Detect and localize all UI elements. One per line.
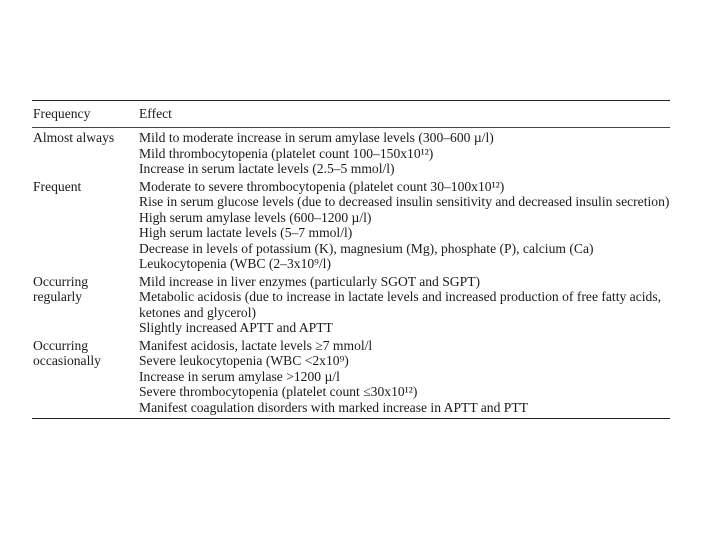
- effect-item: Increase in serum lactate levels (2.5–5 mmol/l): [139, 161, 395, 176]
- effects-list: [139, 179, 670, 272]
- effect-item: Decrease in levels of potassium (K), magnesium (Mg), phosphate (P), calcium (Ca): [139, 240, 594, 256]
- effect-item: Severe leukocytopenia (WBC <2x10⁹): [139, 353, 349, 368]
- effect-item: Mild to moderate increase in serum amylase levels (300–600 µ/l): [139, 130, 494, 145]
- effects-list: [139, 274, 670, 336]
- effect-item: Severe thrombocytopenia (platelet count ≤30x10¹²): [139, 384, 418, 399]
- frequency-label: Almost always: [33, 130, 115, 145]
- header-effect: Effect: [139, 106, 172, 122]
- effect-item: Increase in serum amylase >1200 µ/l: [139, 368, 340, 384]
- effect-item: Leukocytopenia (WBC (2–3x10⁹/l): [139, 256, 331, 271]
- table-group-occurring-occasionally: [32, 336, 670, 416]
- effect-item: Metabolic acidosis (due to increase in lactate levels and increased production of free fatty acids, ketones and glycerol): [139, 289, 662, 320]
- effect-item: Moderate to severe thrombocytopenia (platelet count 30–100x10¹²): [139, 178, 505, 194]
- table-group-almost-always: [32, 128, 670, 177]
- frequency-label: Frequent: [33, 178, 82, 194]
- frequency-label: Occurring occasionally: [33, 337, 101, 368]
- table-group-occurring-regularly: [32, 272, 670, 336]
- effects-list: [139, 338, 670, 416]
- effect-item: Mild thrombocytopenia (platelet count 100–150x10¹²): [139, 145, 434, 161]
- effect-item: Rise in serum glucose levels (due to decreased insulin sensitivity and decreased insulin secretion): [139, 194, 670, 209]
- effects-table: [32, 100, 670, 419]
- header-frequency: Frequency: [33, 106, 91, 122]
- table-bottom-rule: [32, 418, 670, 419]
- effects-list: [139, 130, 670, 177]
- effect-item: High serum lactate levels (5–7 mmol/l): [139, 225, 353, 240]
- effect-item: Slightly increased APTT and APTT: [139, 320, 333, 335]
- table-group-frequent: [32, 177, 670, 272]
- table-header-row: [32, 101, 670, 128]
- effect-item: Manifest coagulation disorders with marked increase in APTT and PTT: [139, 399, 528, 415]
- effect-item: High serum amylase levels (600–1200 µ/l): [139, 209, 372, 225]
- effect-item: Mild increase in liver enzymes (particularly SGOT and SGPT): [139, 273, 481, 289]
- frequency-label: Occurring regularly: [33, 273, 89, 304]
- effect-item: Manifest acidosis, lactate levels ≥7 mmol/l: [139, 337, 373, 353]
